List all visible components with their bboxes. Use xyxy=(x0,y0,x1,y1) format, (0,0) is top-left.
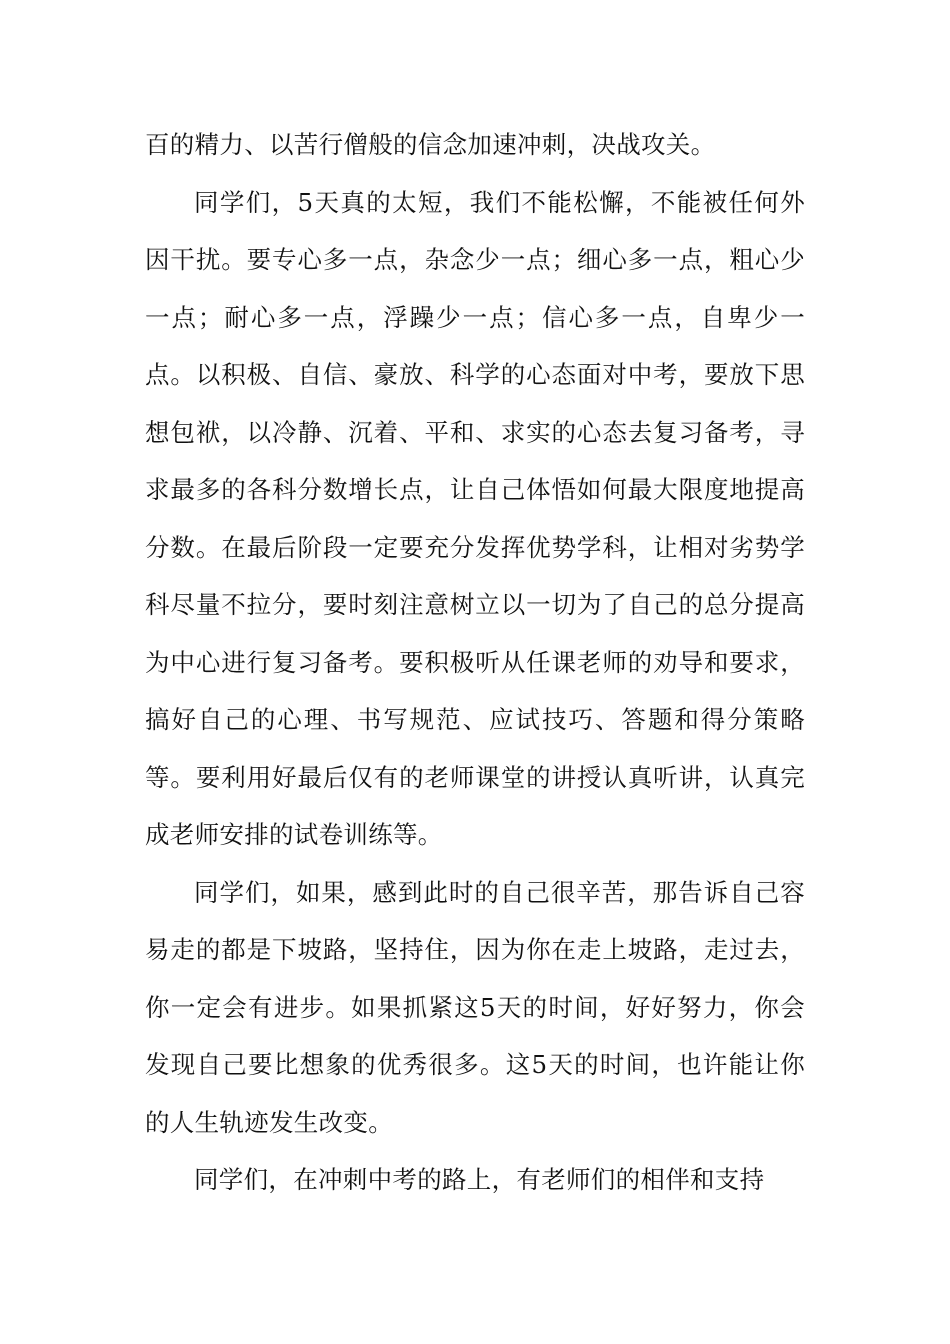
document-body xyxy=(145,116,805,1209)
paragraph-support: 同学们，在冲刺中考的路上，有老师们的相伴和支持 xyxy=(194,1165,765,1194)
paragraph-encouragement: 同学们，如果，感到此时的自己很辛苦，那告诉自己容易走的都是下坡路，坚持住，因为你在走上坡路，走过去，你一定会有进步。如果抓紧这5天的时间，好好努力，你会发现自己要比想象的优秀很多。这5天的时间，也许能让你的人生轨迹发生改变。 xyxy=(145,877,805,1137)
paragraph-focus-advice: 同学们，5天真的太短，我们不能松懈，不能被任何外因干扰。要专心多一点，杂念少一点；细心多一点，粗心少一点；耐心多一点，浮躁少一点；信心多一点，自卑少一点。以积极、自信、豪放、科学的心态面对中考，要放下思想包袱，以冷静、沉着、平和、求实的心态去复习备考，寻求最多的各科分数增长点，让自己体悟如何最大限度地提高分数。在最后阶段一定要充分发挥优势学科，让相对劣势学科尽量不拉分，要时刻注意树立以一切为了自己的总分提高为中心进行复习备考。要积极听从任课老师的劝导和要求，搞好自己的心理、书写规范、应试技巧、答题和得分策略等。要利用好最后仅有的老师课堂的讲授认真听讲，认真完成老师安排的试卷训练等。 xyxy=(145,187,805,849)
paragraph-continued: 百的精力、以苦行僧般的信念加速冲刺，决战攻关。 xyxy=(145,130,716,159)
